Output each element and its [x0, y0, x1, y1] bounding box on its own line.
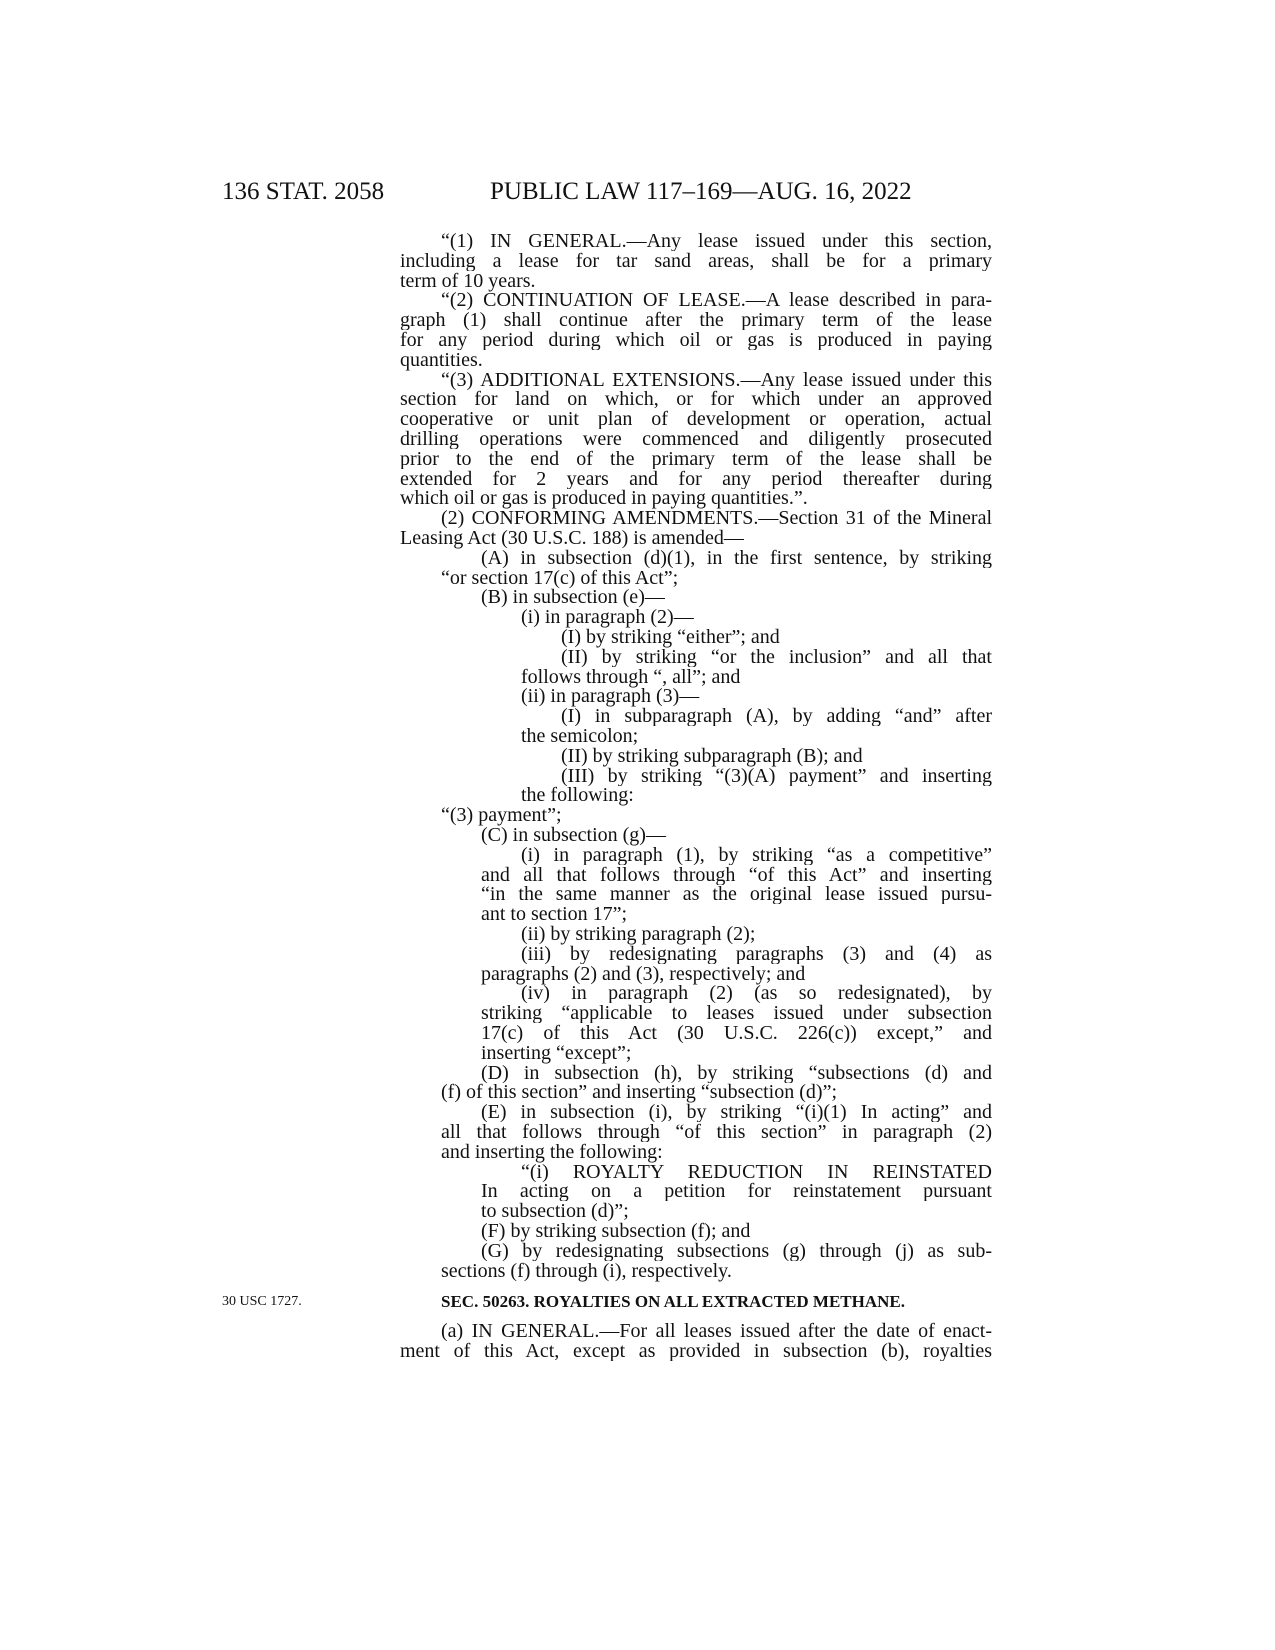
- text-line: (i) in paragraph (1), by striking “as a competitive”: [521, 844, 992, 865]
- text-line: cooperative or unit plan of development or operation, actual: [400, 409, 992, 430]
- text-line: “(3) payment”;: [441, 804, 562, 827]
- text-line: Leasing Act (30 U.S.C. 188) is amended—: [400, 527, 744, 549]
- text-line: (I) by striking “either”; and: [561, 626, 780, 648]
- text-line: section for land on which, or for which under an approved: [400, 389, 992, 410]
- text-line: ant to section 17”;: [481, 903, 628, 926]
- text-line: sections (f) through (i), respectively.: [441, 1259, 732, 1282]
- text-line: (II) by striking subparagraph (B); and: [561, 744, 863, 767]
- section-heading: SEC. 50263. ROYALTIES ON ALL EXTRACTED METHANE.: [441, 1292, 905, 1311]
- text-line: drilling operations were commenced and diligently prosecuted: [400, 429, 992, 449]
- text-line: (i) in paragraph (2)—: [521, 606, 694, 629]
- text-line: “(3) ADDITIONAL EXTENSIONS.—Any lease issued under this: [441, 369, 992, 390]
- text-line: “(i) ROYALTY REDUCTION IN REINSTATED: [521, 1161, 992, 1182]
- text-line: inserting “except”;: [481, 1041, 632, 1064]
- text-line: striking “applicable to leases issued under subsection: [481, 1003, 992, 1024]
- text-line: (iv) in paragraph (2) (as so redesignated), by: [521, 983, 992, 1004]
- text-line: (B) in subsection (e)—: [481, 586, 665, 609]
- text-line: for any period during which oil or gas is produced in paying: [400, 330, 992, 350]
- text-line: “(2) CONTINUATION OF LEASE.—A lease described in para-: [441, 290, 992, 311]
- text-line: prior to the end of the primary term of the lease shall be: [400, 448, 992, 469]
- text-line: the following:: [521, 784, 634, 807]
- text-line: In acting on a petition for reinstatement pursuant: [481, 1181, 992, 1202]
- margin-note: 30 USC 1727.: [222, 1294, 302, 1309]
- text-line: (II) by striking “or the inclusion” and all that: [561, 646, 992, 667]
- text-line: to subsection (d)”;: [481, 1200, 629, 1223]
- text-line: (C) in subsection (g)—: [481, 824, 666, 846]
- page-reference: 136 STAT. 2058: [222, 178, 385, 205]
- text-line: (D) in subsection (h), by striking “subsections (d) and: [481, 1062, 992, 1083]
- text-line: (III) by striking “(3)(A) payment” and inserting: [561, 765, 992, 786]
- text-line: (E) in subsection (i), by striking “(i)(1) In acting” and: [481, 1102, 992, 1123]
- text-line: including a lease for tar sand areas, shall be for a primary: [400, 250, 992, 271]
- text-line: (G) by redesignating subsections (g) through (j) as sub-: [481, 1240, 992, 1261]
- text-line: (A) in subsection (d)(1), in the first sentence, by striking: [481, 547, 992, 568]
- text-line: extended for 2 years and for any period thereafter during: [400, 468, 992, 489]
- text-line: (2) CONFORMING AMENDMENTS.—Section 31 of the Mineral: [441, 508, 992, 529]
- text-line: (iii) by redesignating paragraphs (3) and (4) as: [521, 943, 992, 964]
- text-line: follows through “, all”; and: [521, 665, 741, 688]
- text-line: which oil or gas is produced in paying quantities.”.: [400, 487, 808, 510]
- text-line: “(1) IN GENERAL.—Any lease issued under this section,: [441, 231, 992, 251]
- text-line: (I) in subparagraph (A), by adding “and” after: [561, 706, 992, 727]
- text-line: and all that follows through “of this Act” and inserting: [481, 864, 992, 885]
- page-header-title: PUBLIC LAW 117–169—AUG. 16, 2022: [490, 178, 912, 205]
- text-line: term of 10 years.: [400, 269, 536, 292]
- text-line: (ii) by striking paragraph (2);: [521, 923, 756, 945]
- text-line: paragraphs (2) and (3), respectively; and: [481, 962, 806, 985]
- text-line: 17(c) of this Act (30 U.S.C. 226(c)) except,” and: [481, 1023, 992, 1043]
- text-line: the semicolon;: [521, 725, 639, 747]
- text-line: and inserting the following:: [441, 1140, 663, 1163]
- text-line: (f) of this section” and inserting “subsection (d)”;: [441, 1081, 837, 1104]
- text-line: (F) by striking subsection (f); and: [481, 1220, 751, 1242]
- text-line: graph (1) shall continue after the primary term of the lease: [400, 310, 992, 331]
- text-line: “or section 17(c) of this Act”;: [441, 566, 679, 589]
- text-line: quantities.: [400, 348, 483, 371]
- text-line: “in the same manner as the original lease issued pursu-: [481, 884, 992, 905]
- section-text-line: ment of this Act, except as provided in subsection (b), royalties: [400, 1341, 992, 1361]
- section-text-line: (a) IN GENERAL.—For all leases issued after the date of enact-: [441, 1321, 992, 1341]
- text-line: all that follows through “of this section” in paragraph (2): [441, 1122, 992, 1142]
- text-line: (ii) in paragraph (3)—: [521, 685, 700, 708]
